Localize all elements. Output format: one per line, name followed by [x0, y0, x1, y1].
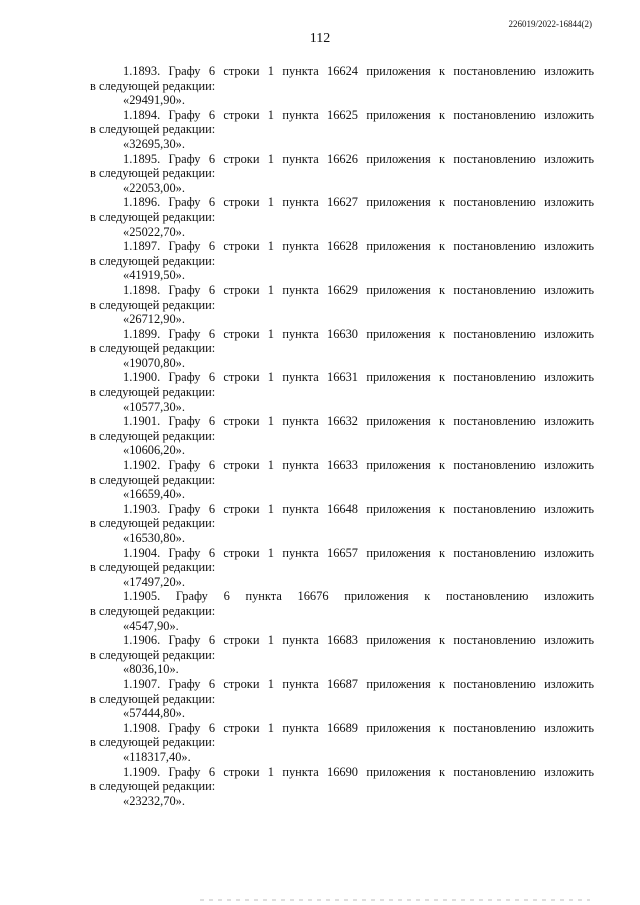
- amendment-line: 1.1904. Графу 6 строки 1 пункта 16657 приложения к постановлению изложить: [123, 545, 594, 560]
- amendment-continuation: в следующей редакции:: [90, 516, 216, 531]
- amendment-value: «118317,40».: [123, 749, 191, 764]
- amendment-line: 1.1907. Графу 6 строки 1 пункта 16687 приложения к постановлению изложить: [123, 676, 594, 691]
- amendment-continuation: в следующей редакции:: [90, 603, 216, 618]
- amendment-continuation: в следующей редакции:: [90, 341, 216, 356]
- amendment-value: «25022,70».: [123, 224, 185, 239]
- amendment-value: «23232,70».: [123, 793, 185, 808]
- amendment-line: 1.1896. Графу 6 строки 1 пункта 16627 приложения к постановлению изложить: [123, 195, 594, 210]
- amendment-item: [90, 765, 594, 809]
- amendment-line: 1.1895. Графу 6 строки 1 пункта 16626 приложения к постановлению изложить: [123, 151, 594, 166]
- amendment-value: «32695,30».: [123, 136, 185, 151]
- amendment-line: 1.1905. Графу 6 пункта 16676 приложения к постановлению изложить: [123, 589, 594, 604]
- amendment-item: [90, 239, 594, 283]
- amendment-line: 1.1899. Графу 6 строки 1 пункта 16630 приложения к постановлению изложить: [123, 326, 594, 341]
- amendment-continuation: в следующей редакции:: [90, 691, 216, 706]
- amendment-line: 1.1901. Графу 6 строки 1 пункта 16632 приложения к постановлению изложить: [123, 414, 594, 429]
- amendment-value: «8036,10».: [123, 662, 179, 677]
- amendment-line: 1.1903. Графу 6 строки 1 пункта 16648 приложения к постановлению изложить: [123, 501, 594, 516]
- amendment-line: 1.1894. Графу 6 строки 1 пункта 16625 приложения к постановлению изложить: [123, 107, 594, 122]
- amendment-continuation: в следующей редакции:: [90, 166, 216, 181]
- amendment-line: 1.1906. Графу 6 строки 1 пункта 16683 приложения к постановлению изложить: [123, 633, 594, 648]
- amendment-line: 1.1908. Графу 6 строки 1 пункта 16689 приложения к постановлению изложить: [123, 720, 594, 735]
- amendment-continuation: в следующей редакции:: [90, 472, 216, 487]
- amendment-value: «10606,20».: [123, 443, 185, 458]
- amendment-line: 1.1893. Графу 6 строки 1 пункта 16624 приложения к постановлению изложить: [123, 64, 594, 78]
- amendment-value: «41919,50».: [123, 268, 185, 283]
- amendment-item: [90, 327, 594, 371]
- amendment-continuation: в следующей редакции:: [90, 78, 216, 93]
- amendment-line: 1.1902. Графу 6 строки 1 пункта 16633 приложения к постановлению изложить: [123, 458, 594, 473]
- amendment-continuation: в следующей редакции:: [90, 735, 216, 750]
- amendment-continuation: в следующей редакции:: [90, 428, 216, 443]
- document-id: 226019/2022-16844(2): [508, 19, 592, 29]
- document-body: [90, 64, 594, 808]
- amendment-item: [90, 64, 594, 108]
- amendment-value: «17497,20».: [123, 574, 185, 589]
- amendment-value: «57444,80».: [123, 706, 185, 721]
- amendment-value: «22053,00».: [123, 180, 185, 195]
- footer-scan-artifact: [200, 899, 590, 901]
- amendment-continuation: в следующей редакции:: [90, 385, 216, 400]
- amendment-value: «16659,40».: [123, 487, 185, 502]
- amendment-item: [90, 108, 594, 152]
- amendment-item: [90, 502, 594, 546]
- amendment-line: 1.1909. Графу 6 строки 1 пункта 16690 приложения к постановлению изложить: [123, 764, 594, 779]
- amendment-continuation: в следующей редакции:: [90, 779, 216, 794]
- amendment-value: «19070,80».: [123, 355, 185, 370]
- amendment-continuation: в следующей редакции:: [90, 560, 216, 575]
- amendment-item: [90, 677, 594, 721]
- amendment-value: «4547,90».: [123, 618, 179, 633]
- amendment-value: «29491,90».: [123, 93, 185, 108]
- amendment-value: «16530,80».: [123, 531, 185, 545]
- amendment-item: [90, 195, 594, 239]
- amendment-item: [90, 633, 594, 677]
- amendment-line: 1.1897. Графу 6 строки 1 пункта 16628 приложения к постановлению изложить: [123, 239, 594, 254]
- amendment-continuation: в следующей редакции:: [90, 209, 216, 224]
- amendment-continuation: в следующей редакции:: [90, 122, 216, 137]
- amendment-value: «26712,90».: [123, 312, 185, 327]
- amendment-continuation: в следующей редакции:: [90, 253, 216, 268]
- amendment-continuation: в следующей редакции:: [90, 297, 216, 312]
- amendment-line: 1.1898. Графу 6 строки 1 пункта 16629 приложения к постановлению изложить: [123, 282, 594, 297]
- amendment-item: [90, 546, 594, 590]
- amendment-item: [90, 458, 594, 502]
- amendment-item: [90, 152, 594, 196]
- amendment-continuation: в следующей редакции:: [90, 647, 216, 662]
- amendment-item: [90, 370, 594, 414]
- amendment-item: [90, 589, 594, 633]
- amendment-item: [90, 721, 594, 765]
- amendment-item: [90, 414, 594, 458]
- amendment-value: «10577,30».: [123, 399, 185, 414]
- amendment-item: [90, 283, 594, 327]
- amendment-line: 1.1900. Графу 6 строки 1 пункта 16631 приложения к постановлению изложить: [123, 370, 594, 385]
- page-number: 112: [309, 31, 331, 46]
